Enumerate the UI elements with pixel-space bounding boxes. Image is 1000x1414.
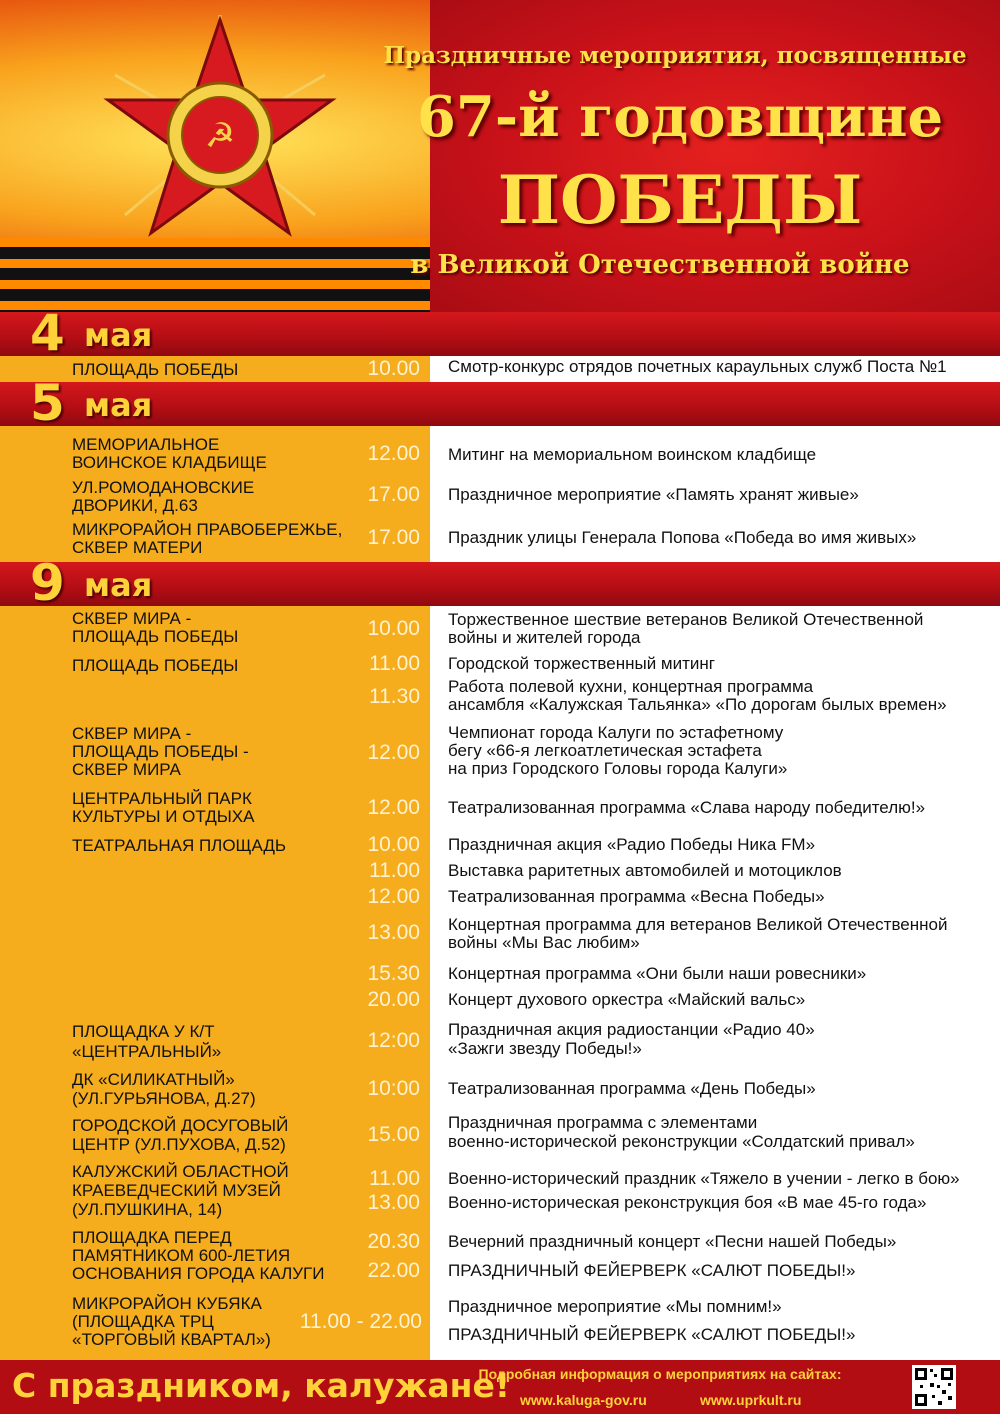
row-location: ПЛОЩАДЬ ПОБЕДЫ -: [72, 742, 249, 761]
date-month: мая: [84, 386, 153, 424]
row-time: 11.00 - 22.00: [299, 1310, 422, 1333]
row-event: Концертная программа «Они были наши ровесники»: [448, 964, 867, 983]
row-time: 20.00: [367, 988, 420, 1011]
row-time: 10.00: [367, 617, 420, 640]
row-location: УЛ.РОМОДАНОВСКИЕ: [72, 478, 255, 497]
row-event: военно-исторической реконструкции «Солдатский привал»: [448, 1132, 915, 1151]
row-event: Работа полевой кухни, концертная программа: [448, 677, 814, 696]
row-location: ПЛОЩАДКА ПЕРЕД: [72, 1228, 232, 1247]
row-location: (УЛ.ГУРЬЯНОВА, Д.27): [72, 1089, 256, 1108]
row-time: 12.00: [367, 741, 420, 764]
row-location: ПЛОЩАДКА У К/Т: [72, 1022, 215, 1041]
row-time: 15.30: [367, 962, 420, 985]
row-event: Чемпионат города Калуги по эстафетному: [448, 723, 784, 742]
row-event: Театрализованная программа «Весна Победы»: [448, 887, 825, 906]
row-time: 22.00: [367, 1259, 420, 1282]
title-small: Праздничные мероприятия, посвященные: [383, 42, 967, 69]
row-event: Праздничная акция радиостанции «Радио 40»: [448, 1020, 815, 1039]
row-event: ПРАЗДНИЧНЫЙ ФЕЙЕРВЕРК «САЛЮТ ПОБЕДЫ!»: [448, 1261, 856, 1280]
site-link-uprkult[interactable]: www.uprkult.ru: [700, 1392, 802, 1408]
date-number: 5: [30, 374, 65, 432]
row-event: Праздничная акция «Радио Победы Ника FM»: [448, 835, 816, 854]
row-location: ОСНОВАНИЯ ГОРОДА КАЛУГИ: [72, 1264, 325, 1283]
row-time: 10.00: [367, 357, 420, 380]
row-time: 11.30: [369, 685, 420, 708]
title-anniversary: 67-й годовщине: [416, 84, 944, 150]
row-event: Театрализованная программа «День Победы»: [448, 1079, 816, 1098]
row-event: ансамбля «Калужская Тальянка» «По дорогам былых времен»: [448, 695, 947, 714]
title-subtitle: в Великой Отечественной войне: [410, 250, 910, 280]
row-event: «Зажги звезду Победы!»: [448, 1039, 642, 1058]
row-location: СКВЕР МИРА -: [72, 609, 192, 628]
row-time: 12:00: [367, 1029, 420, 1052]
row-event: Праздник улицы Генерала Попова «Победа во имя живых»: [448, 528, 917, 547]
date-bar-5-may: [0, 374, 1000, 432]
title-victory: ПОБЕДЫ: [497, 161, 863, 239]
row-location: ДК «СИЛИКАТНЫЙ»: [72, 1070, 235, 1089]
row-location: МЕМОРИАЛЬНОЕ: [72, 435, 220, 454]
site-link-kaluga-gov[interactable]: www.kaluga-gov.ru: [520, 1392, 647, 1408]
row-time: 12.00: [367, 796, 420, 819]
row-location: ЦЕНТР (УЛ.ПУХОВА, Д.52): [72, 1135, 286, 1154]
row-event: Театрализованная программа «Слава народу победителю!»: [448, 798, 926, 817]
row-location: СКВЕР МИРА -: [72, 724, 192, 743]
row-location: КУЛЬТУРЫ И ОТДЫХА: [72, 807, 255, 826]
row-event: Праздничное мероприятие «Память хранят живые»: [448, 485, 859, 504]
row-location: ПЛОЩАДЬ ПОБЕДЫ: [72, 656, 239, 675]
footer: [0, 1360, 1000, 1414]
row-location: СКВЕР МАТЕРИ: [72, 538, 203, 557]
row-event: Военно-историческая реконструкция боя «В мае 45-го года»: [448, 1193, 927, 1212]
date-month: мая: [84, 566, 153, 604]
row-event: бегу «66-я легкоатлетическая эстафета: [448, 741, 762, 760]
row-location: ТЕАТРАЛЬНАЯ ПЛОЩАДЬ: [72, 836, 287, 855]
row-location: ДВОРИКИ, Д.63: [72, 496, 198, 515]
row-location: МИКРОРАЙОН КУБЯКА: [72, 1294, 262, 1313]
date-bar-9-may: [0, 554, 1000, 612]
row-time: 13.00: [367, 1191, 420, 1214]
row-event: Праздничная программа с элементами: [448, 1113, 758, 1132]
row-location: ПЛОЩАДЬ ПОБЕДЫ: [72, 360, 239, 379]
row-event: Праздничное мероприятие «Мы помним!»: [448, 1297, 782, 1316]
row-location: «ТОРГОВЫЙ КВАРТАЛ»): [72, 1330, 271, 1349]
row-time: 13.00: [367, 921, 420, 944]
date-month: мая: [84, 316, 153, 354]
row-event: на приз Городского Головы города Калуги»: [448, 759, 788, 778]
date-bar-4-may: [0, 304, 1000, 362]
row-location: СКВЕР МИРА: [72, 760, 181, 779]
row-location: (УЛ.ПУШКИНА, 14): [72, 1200, 223, 1219]
row-location: ГОРОДСКОЙ ДОСУГОВЫЙ: [72, 1116, 289, 1135]
row-location: ПЛОЩАДЬ ПОБЕДЫ: [72, 627, 239, 646]
row-location: (ПЛОЩАДКА ТРЦ: [72, 1312, 214, 1331]
footer-info: Подробная информация о мероприятиях на сайтах:: [478, 1366, 842, 1382]
date-number: 4: [30, 304, 65, 362]
row-location: ЦЕНТРАЛЬНЫЙ ПАРК: [72, 789, 252, 808]
row-event: войны и жителей города: [448, 628, 641, 647]
row-time: 11.00: [369, 859, 420, 882]
row-time: 15.00: [367, 1123, 420, 1146]
svg-text:☭: ☭: [204, 116, 236, 156]
row-time: 12.00: [367, 442, 420, 465]
row-time: 17.00: [367, 526, 420, 549]
row-location: ВОИНСКОЕ КЛАДБИЩЕ: [72, 453, 267, 472]
row-time: 20.30: [367, 1230, 420, 1253]
row-time: 12.00: [367, 885, 420, 908]
row-location: КАЛУЖСКИЙ ОБЛАСТНОЙ: [72, 1162, 289, 1181]
row-event: Митинг на мемориальном воинском кладбище: [448, 445, 817, 464]
row-event: Военно-исторический праздник «Тяжело в учении - легко в бою»: [448, 1169, 960, 1188]
row-event: Городской торжественный митинг: [448, 654, 715, 673]
row-time: 11.00: [369, 652, 420, 675]
row-event: Выставка раритетных автомобилей и мотоциклов: [448, 861, 842, 880]
row-event: Торжественное шествие ветеранов Великой Отечественной: [448, 610, 924, 629]
row-event: ПРАЗДНИЧНЫЙ ФЕЙЕРВЕРК «САЛЮТ ПОБЕДЫ!»: [448, 1325, 856, 1344]
qr-code-icon: [912, 1365, 956, 1409]
row-time: 10:00: [367, 1077, 420, 1100]
date-number: 9: [30, 554, 65, 612]
row-event: Вечерний праздничный концерт «Песни нашей Победы»: [448, 1232, 897, 1251]
row-event: Смотр-конкурс отрядов почетных караульных служб Поста №1: [448, 357, 947, 376]
order-star-emblem-icon: [95, 15, 345, 255]
row-location: МИКРОРАЙОН ПРАВОБЕРЕЖЬЕ,: [72, 520, 343, 539]
greeting: С праздником, калужане!: [12, 1366, 510, 1405]
row-location: КРАЕВЕДЧЕСКИЙ МУЗЕЙ: [72, 1181, 281, 1200]
row-time: 17.00: [367, 483, 420, 506]
row-event: Концерт духового оркестра «Майский вальс»: [448, 990, 806, 1009]
row-event: Концертная программа для ветеранов Великой Отечественной: [448, 915, 948, 934]
row-location: «ЦЕНТРАЛЬНЫЙ»: [72, 1042, 222, 1061]
row-time: 11.00: [369, 1167, 420, 1190]
row-event: войны «Мы Вас любим»: [448, 933, 640, 952]
row-time: 10.00: [367, 833, 420, 856]
row-location: ПАМЯТНИКОМ 600-ЛЕТИЯ: [72, 1246, 291, 1265]
